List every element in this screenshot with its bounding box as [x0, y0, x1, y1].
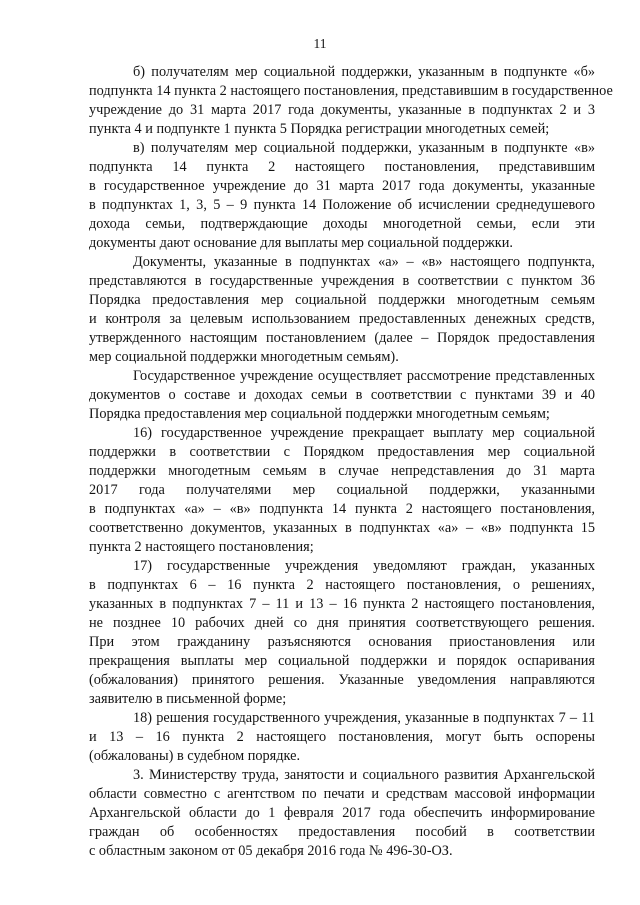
text-line: (обжалованы) в судебном порядке.	[89, 748, 301, 764]
text-line: указанных в подпунктах 7 – 11 и 13 – 16 пункта 2 настоящего постановления,	[89, 596, 595, 612]
text-line: соответственно документов, указанных в подпунктах «а» – «в» подпункта 15	[89, 520, 595, 536]
text-line: и контроля за целевым использованием предоставленных денежных средств,	[89, 311, 595, 327]
text-line: документы дают основание для выплаты мер социальной поддержки.	[89, 235, 513, 251]
text-line: прекращения выплаты мер социальной поддержки и порядок оспаривания	[89, 653, 595, 669]
text-line: Порядка предоставления мер социальной поддержки многодетным семьям;	[89, 406, 550, 422]
text-line: Документы, указанные в подпунктах «а» – «в» настоящего подпункта,	[133, 254, 595, 270]
text-line: 18) решения государственного учреждения, указанные в подпунктах 7 – 11	[133, 710, 595, 726]
text-line: пункта 4 и подпункте 1 пункта 5 Порядка регистрации многодетных семей;	[89, 121, 550, 137]
text-line: граждан об особенностях предоставления пособий в соответствии	[89, 824, 595, 840]
text-line: в подпунктах 6 – 16 пункта 2 настоящего постановления, о решениях,	[89, 577, 595, 593]
page-number: 11	[313, 36, 327, 51]
text-line: документов о составе и доходах семьи в соответствии с пунктами 39 и 40	[89, 387, 595, 403]
text-line: При этом гражданину разъясняются основания приостановления или	[89, 634, 595, 650]
text-line: подпункта 14 пункта 2 настоящего постановления, представившим	[89, 159, 595, 175]
text-line: 2017 года получателями мер социальной поддержки, указанными	[89, 482, 595, 498]
text-line: представляются в государственные учреждения в соответствии с пунктом 36	[89, 273, 595, 289]
text-line: в государственное учреждение до 31 марта 2017 года документы, указанные	[89, 178, 595, 194]
text-line: дохода семьи, подтверждающие доходы многодетной семьи, если эти	[89, 216, 595, 232]
text-line: пункта 2 настоящего постановления;	[89, 539, 314, 555]
text-line: заявителю в письменной форме;	[89, 691, 287, 707]
text-line: (обжалования) принятого решения. Указанные уведомления направляются	[89, 672, 595, 688]
text-line: поддержки в соответствии с Порядком предоставления мер социальной	[89, 444, 595, 460]
text-line: не позднее 10 рабочих дней со дня принятия соответствующего решения.	[89, 615, 595, 631]
text-line: с областным законом от 05 декабря 2016 года № 496-30-ОЗ.	[89, 843, 453, 859]
text-line: Архангельской области до 1 февраля 2017 года обеспечить информирование	[89, 805, 595, 821]
text-line: б) получателям мер социальной поддержки, указанным в подпункте «б»	[133, 64, 595, 80]
text-line: 17) государственные учреждения уведомляют граждан, указанных	[133, 558, 595, 574]
text-line: Порядка предоставления мер социальной поддержки многодетным семьям	[89, 292, 595, 308]
text-line: учреждение до 31 марта 2017 года документы, указанные в подпунктах 2 и 3	[89, 102, 595, 118]
text-line: и 13 – 16 пункта 2 настоящего постановления, могут быть оспорены	[89, 729, 595, 745]
text-line: утвержденного настоящим постановлением (далее – Порядок предоставления	[89, 330, 595, 346]
text-line: в подпунктах 1, 3, 5 – 9 пункта 14 Положение об исчислении среднедушевого	[89, 197, 595, 213]
text-line: 3. Министерству труда, занятости и социального развития Архангельской	[133, 767, 595, 783]
text-line: 16) государственное учреждение прекращает выплату мер социальной	[133, 425, 595, 441]
text-line: подпункта 14 пункта 2 настоящего постановления, представившим в государственное	[89, 83, 613, 99]
text-line: Государственное учреждение осуществляет рассмотрение представленных	[133, 368, 595, 384]
text-line: в) получателям мер социальной поддержки, указанным в подпункте «в»	[133, 140, 595, 156]
text-line: мер социальной поддержки многодетным семьям).	[89, 349, 399, 365]
text-line: поддержки многодетным семьям в случае непредставления до 31 марта	[89, 463, 595, 479]
text-line: области совместно с агентством по печати и средствам массовой информации	[89, 786, 595, 802]
text-line: в подпунктах «а» – «в» подпункта 14 пункта 2 настоящего постановления,	[89, 501, 595, 517]
